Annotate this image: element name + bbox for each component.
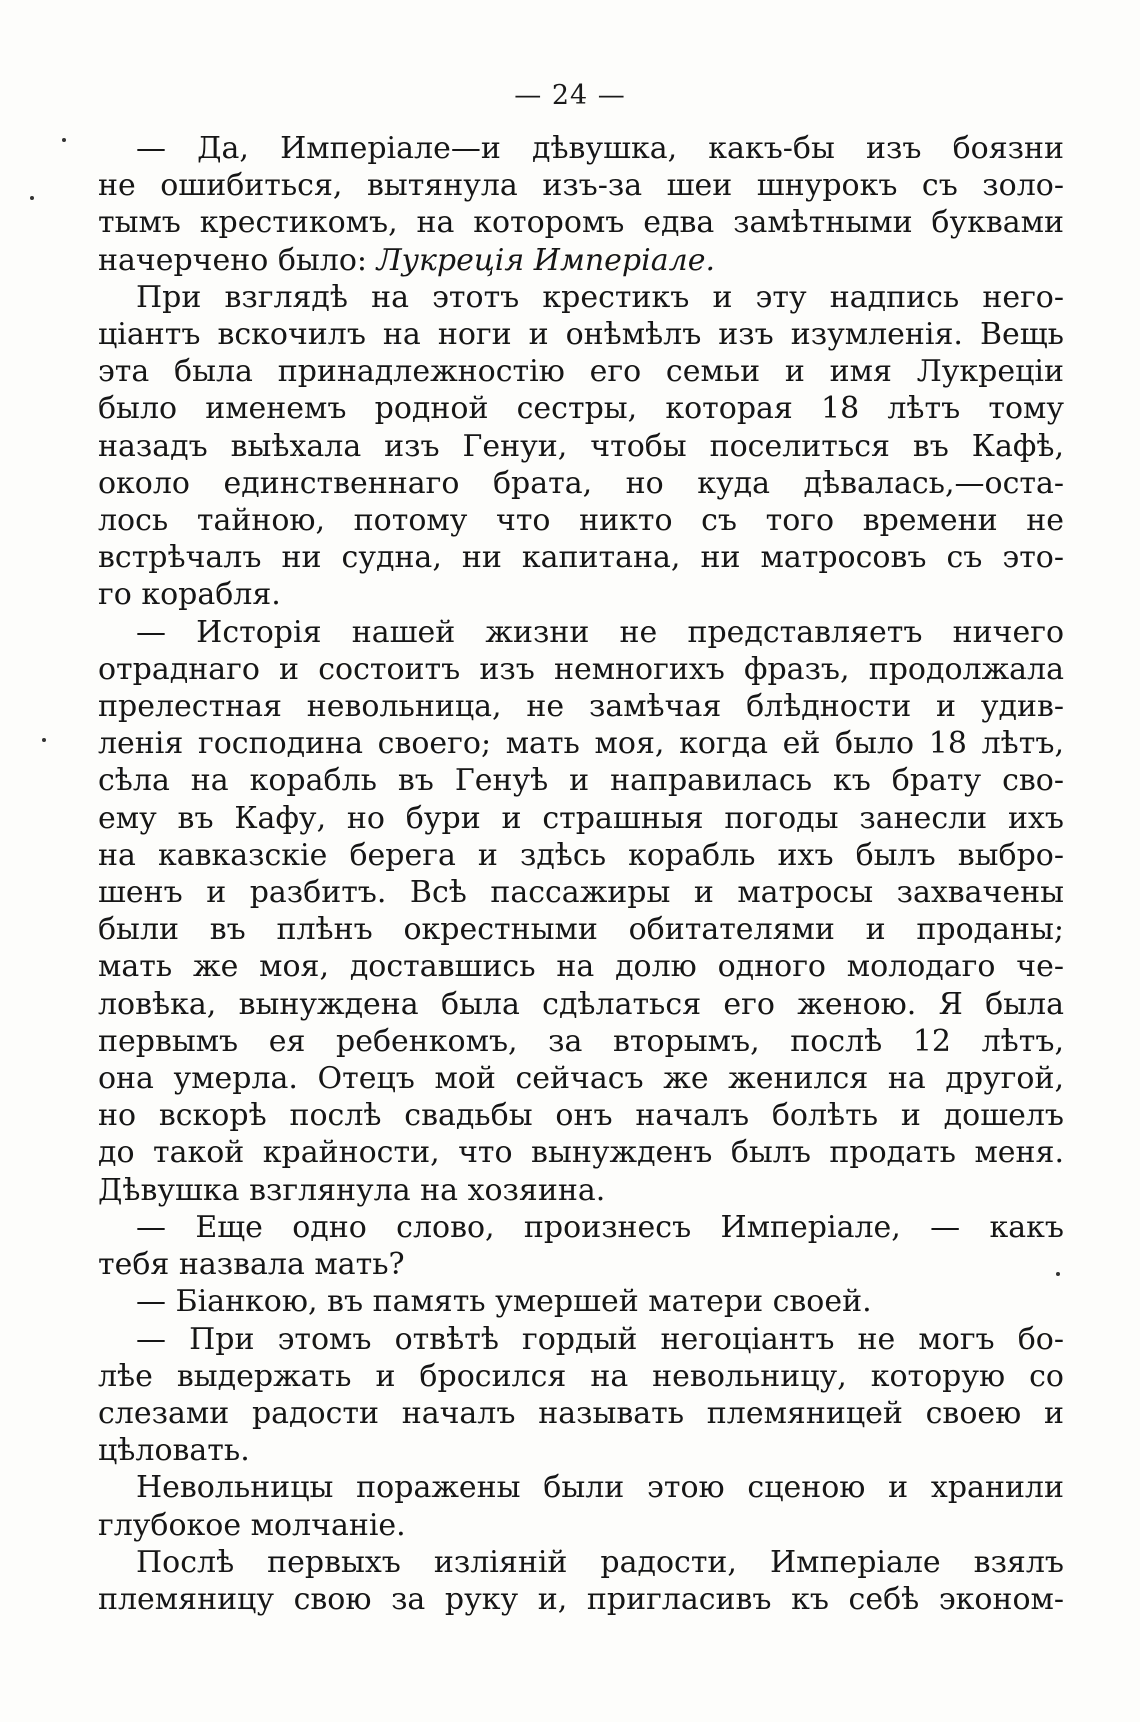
text-line: — Біанкою, въ память умершей матери своей. xyxy=(136,1284,872,1320)
text-line: тымъ крестикомъ, на которомъ едва замѣтными буквами xyxy=(98,205,1064,241)
text-fragment: начерчено было: xyxy=(98,242,377,278)
text-line: племяницу свою за руку и, пригласивъ къ себѣ эконом- xyxy=(98,1581,1064,1617)
text-line: — Еще одно слово, произнесъ Имперіале, — какъ xyxy=(136,1209,1064,1245)
text-line: шенъ и разбитъ. Всѣ пассажиры и матросы захвачены xyxy=(98,875,1064,911)
scan-speck xyxy=(1056,1272,1060,1276)
text-line: — Исторія нашей жизни не представляетъ ничего xyxy=(136,614,1064,650)
text-line: ему въ Кафу, но бури и страшныя погоды занесли ихъ xyxy=(98,800,1064,836)
text-line: ловѣка, вынуждена была сдѣлаться его женою. Я была xyxy=(98,986,1064,1022)
text-line: на кавказскіе берега и здѣсь корабль ихъ былъ выбро- xyxy=(98,837,1064,873)
text-line: глубокое молчаніе. xyxy=(98,1507,406,1543)
paragraph-8 xyxy=(98,1544,1064,1618)
text-line: ціантъ вскочилъ на ноги и онѣмѣлъ изъ изумленія. Вещь xyxy=(98,317,1064,353)
text-line: ленія господина своего; мать моя, когда ей было 18 лѣтъ, xyxy=(98,726,1064,762)
paragraph-5 xyxy=(98,1283,1064,1320)
text-line: встрѣчалъ ни судна, ни капитана, ни матросовъ съ это- xyxy=(98,540,1064,576)
paragraph-4 xyxy=(98,1209,1064,1283)
text-line: но вскорѣ послѣ свадьбы онъ началъ болѣть и дошелъ xyxy=(98,1098,1064,1134)
text-line: Дѣвушка взглянула на хозяина. xyxy=(98,1172,606,1208)
text-line: — При этомъ отвѣтѣ гордый негоціантъ не могъ бо- xyxy=(136,1321,1064,1357)
paragraph-6 xyxy=(98,1321,1064,1470)
body-text xyxy=(98,130,1064,1618)
text-line: она умерла. Отецъ мой сейчасъ же женился на другой, xyxy=(98,1061,1064,1097)
scan-speck xyxy=(62,138,66,142)
text-line: первымъ ея ребенкомъ, за вторымъ, послѣ 12 лѣтъ, xyxy=(98,1023,1064,1059)
paragraph-7 xyxy=(98,1469,1064,1543)
text-line: лось тайною, потому что никто съ того времени не xyxy=(98,503,1064,539)
text-line: мать же моя, доставшись на долю одного молодаго че- xyxy=(98,949,1064,985)
text-line: прелестная невольница, не замѣчая блѣдности и удив- xyxy=(98,689,1064,725)
scan-speck xyxy=(30,196,34,200)
text-line: до такой крайности, что вынужденъ былъ продать меня. xyxy=(98,1135,1064,1171)
text-line: При взглядѣ на этотъ крестикъ и эту надпись него- xyxy=(136,279,1064,315)
paragraph-1 xyxy=(98,130,1064,279)
text-line: отраднаго и состоитъ изъ немногихъ фразъ, продолжала xyxy=(98,651,1064,687)
text-line: назадъ выѣхала изъ Генуи, чтобы поселиться въ Кафѣ, xyxy=(98,428,1064,464)
text-line: — Да, Имперіале—и дѣвушка, какъ-бы изъ боязни xyxy=(136,131,1064,166)
text-line: лѣе выдержать и бросился на невольницу, которую со xyxy=(98,1358,1064,1394)
text-line: около единственнаго брата, но куда дѣвалась,—оста- xyxy=(98,465,1064,501)
text-line: сѣла на корабль въ Генуѣ и направилась къ брату сво- xyxy=(98,763,1064,799)
italic-inscription: Лукреція Имперіале. xyxy=(376,242,715,278)
text-line: было именемъ родной сестры, которая 18 лѣтъ тому xyxy=(98,391,1064,427)
text-line: эта была принадлежностію его семьи и имя Лукреціи xyxy=(98,354,1064,390)
text-line: слезами радости началъ называть племяницей своею и xyxy=(98,1395,1064,1431)
text-line: цѣловать. xyxy=(98,1433,250,1469)
text-line: го корабля. xyxy=(98,577,281,613)
scan-speck xyxy=(42,738,46,742)
text-line: Послѣ первыхъ изліяній радости, Имперіале взялъ xyxy=(136,1544,1064,1580)
text-line: Невольницы поражены были этою сценою и хранили xyxy=(136,1470,1064,1506)
text-line: были въ плѣнъ окрестными обитателями и проданы; xyxy=(98,912,1064,948)
text-line: не ошибиться, вытянула изъ-за шеи шнурокъ съ золо- xyxy=(98,168,1064,204)
text-line: тебя назвала мать? xyxy=(98,1247,405,1283)
page-number: — 24 — xyxy=(514,80,626,111)
text-line-with-italic xyxy=(98,242,1064,279)
paragraph-2 xyxy=(98,279,1064,614)
paragraph-3 xyxy=(98,614,1064,1209)
